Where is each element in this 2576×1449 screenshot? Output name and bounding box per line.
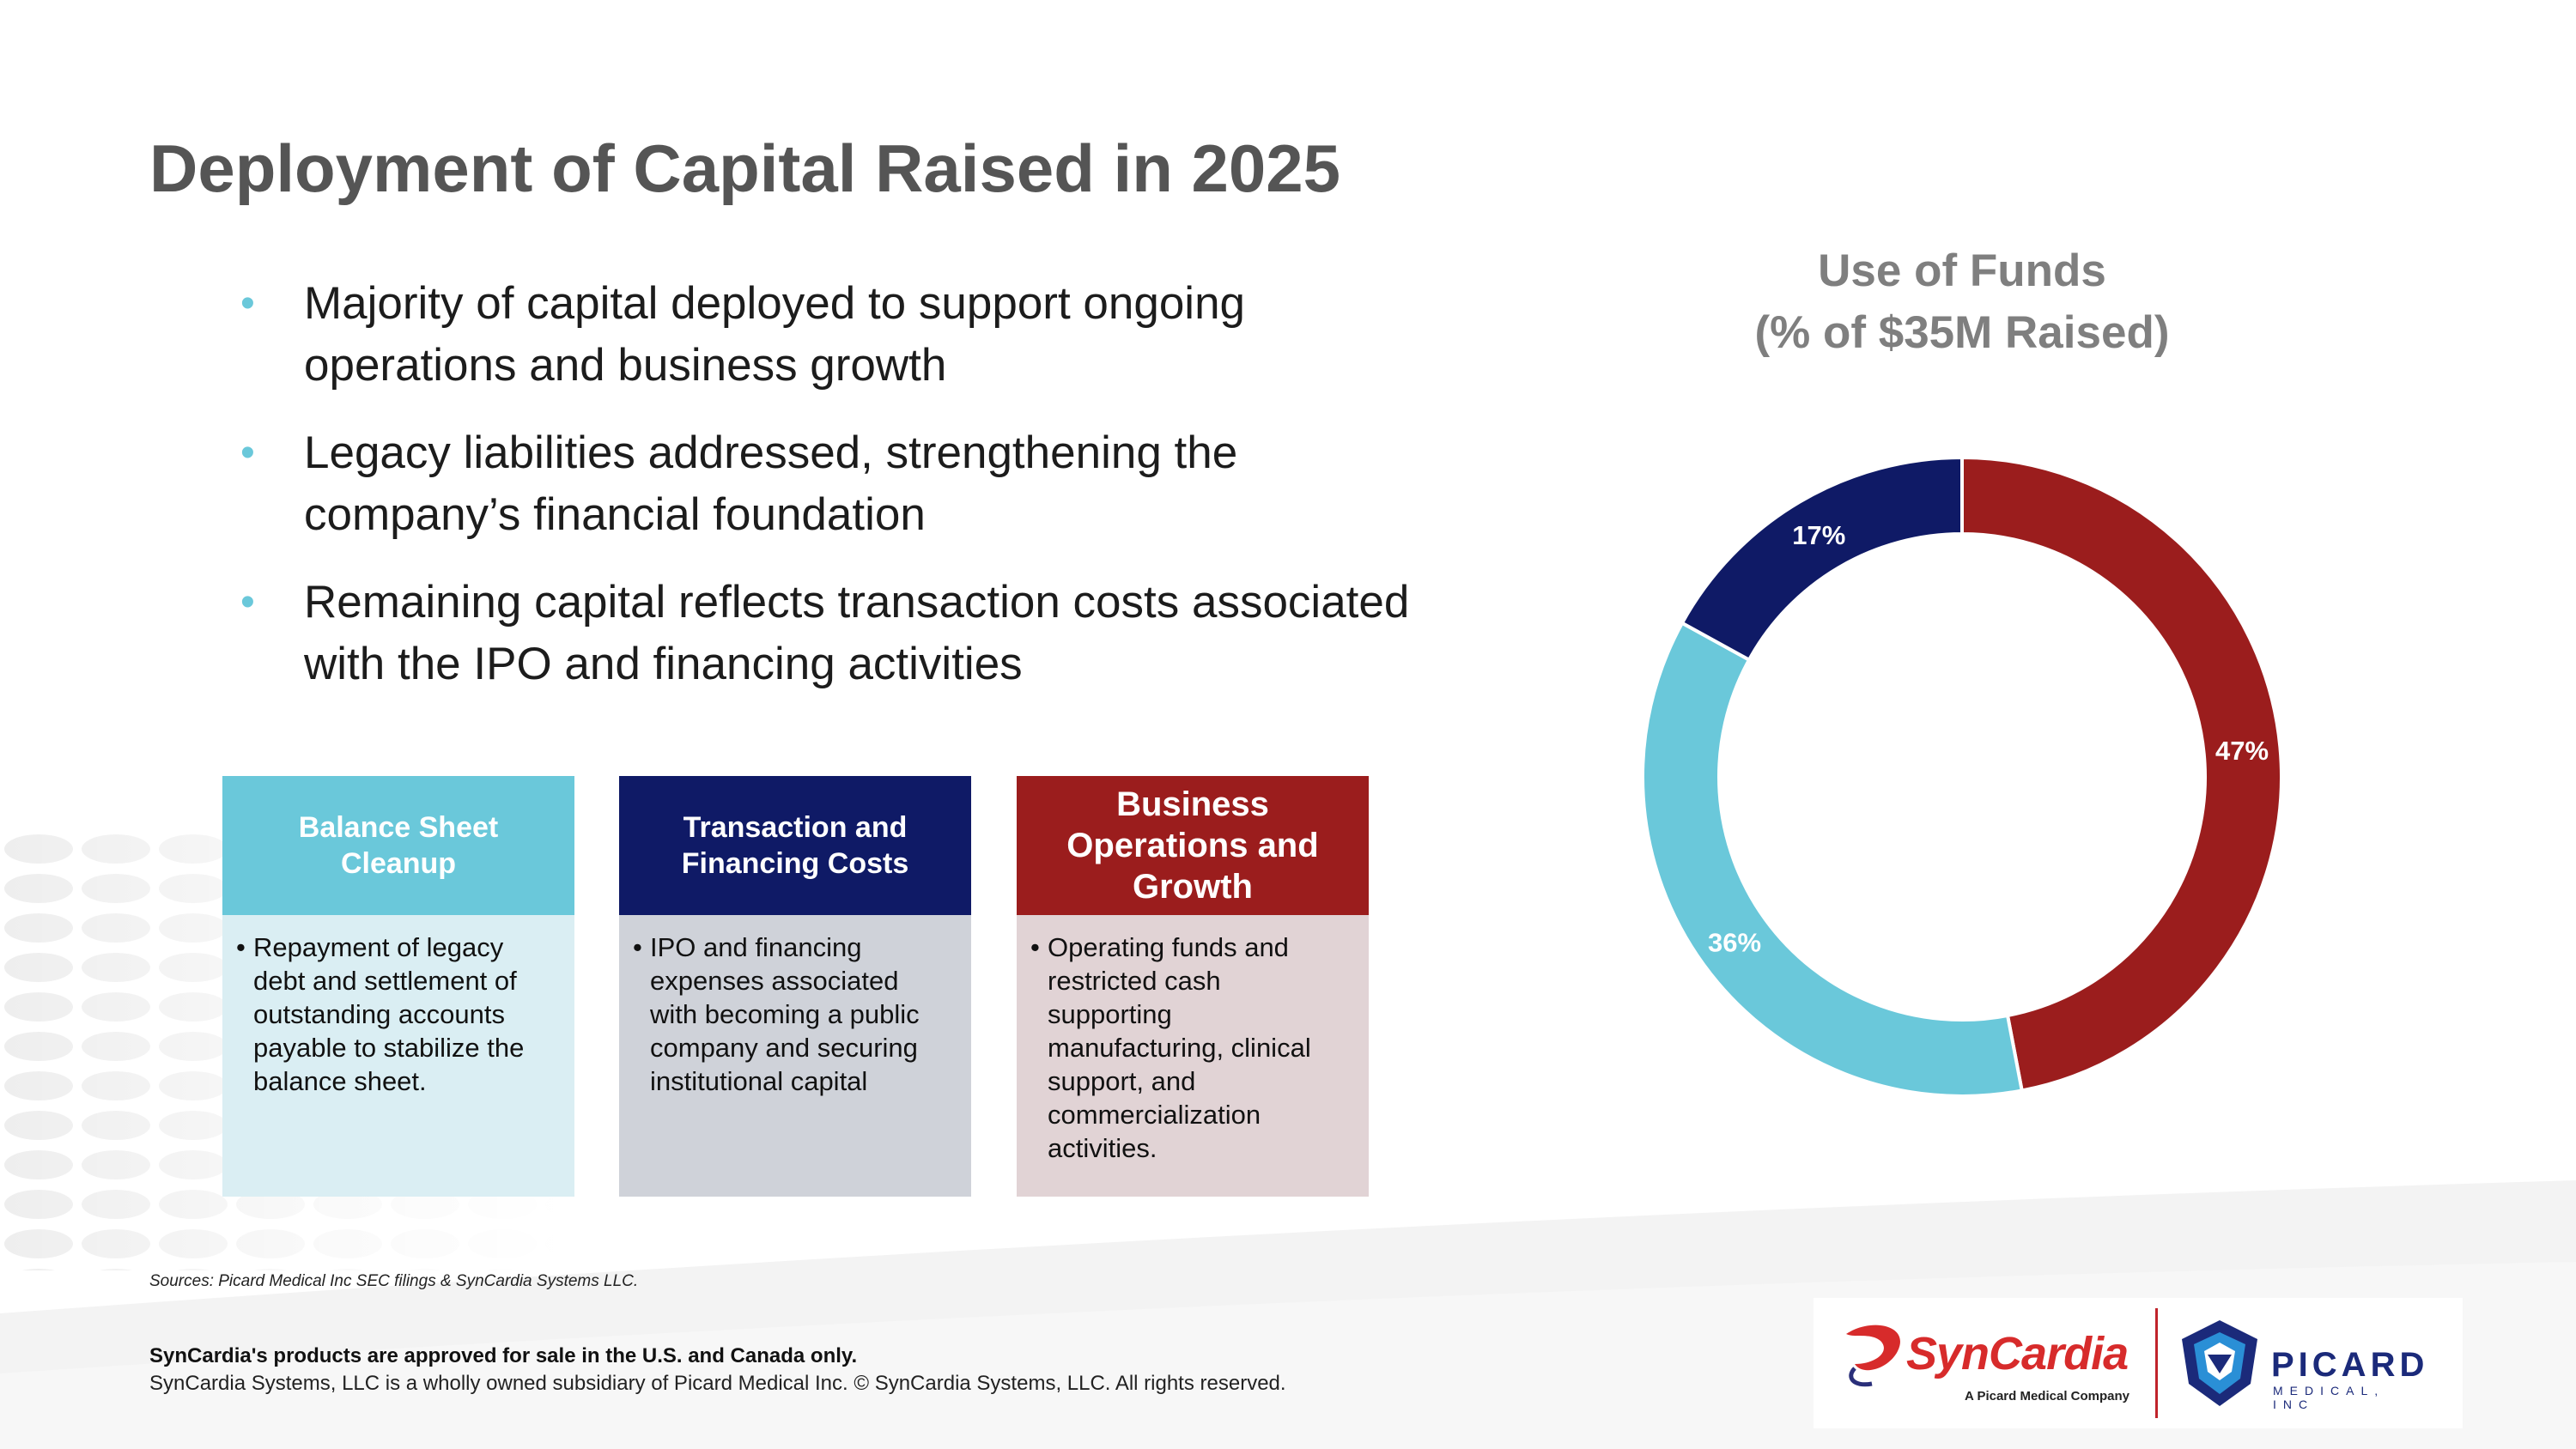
card-transaction-financing-costs	[619, 776, 971, 1197]
syncardia-logo	[1824, 1312, 2150, 1415]
logo-panel	[1814, 1298, 2463, 1428]
footer-legal: SynCardia Systems, LLC is a wholly owned subsidiary of Picard Medical Inc. © SynCardia Systems, LLC. All rights reserved.	[149, 1372, 1286, 1395]
donut-slice-1	[1643, 623, 2022, 1096]
donut-slice-2	[1682, 458, 1962, 660]
donut-slice-label: 36%	[1708, 927, 1762, 958]
card-business-operations-growth	[1017, 776, 1369, 1197]
picard-wordmark: PICARD	[2271, 1346, 2429, 1384]
chart-title-line: (% of $35M Raised)	[1754, 307, 2170, 358]
donut-slice-0	[1962, 458, 2281, 1090]
bullet-icon: •	[240, 430, 255, 476]
use-of-funds-donut-chart	[1631, 446, 2293, 1107]
picard-subtitle: MEDICAL, INC	[2273, 1384, 2385, 1411]
syncardia-tagline: A Picard Medical Company	[1965, 1389, 2129, 1404]
card-body	[1017, 915, 1369, 1197]
card-body	[222, 915, 574, 1197]
card-body	[619, 915, 971, 1197]
card-body-text: Operating funds and restricted cash supporting manufacturing, clinical support, and commercialization activities.	[1048, 932, 1311, 1163]
card-heading: Transaction and Financing Costs	[619, 776, 971, 915]
card-body-text: IPO and financing expenses associated with becoming a public company and securing institutional capital	[650, 932, 920, 1096]
bullet-text: Remaining capital reflects transaction costs associated with the IPO and financing activities	[304, 577, 1410, 689]
sources-note: Sources: Picard Medical Inc SEC filings & SynCardia Systems LLC.	[149, 1272, 639, 1290]
card-heading: Business Operations and Growth	[1017, 776, 1369, 915]
bullet-icon: •	[633, 932, 642, 962]
chart-title	[1649, 240, 2275, 364]
donut-slice-label: 47%	[2215, 736, 2269, 767]
card-body-text: Repayment of legacy debt and settlement of outstanding accounts payable to stabilize the balance sheet.	[253, 932, 525, 1096]
page-title: Deployment of Capital Raised in 2025	[149, 130, 1341, 206]
bullet-item	[240, 572, 1425, 695]
bullet-icon: •	[240, 579, 255, 625]
card-heading: Balance Sheet Cleanup	[222, 776, 574, 915]
bullet-text: Majority of capital deployed to support ongoing operations and business growth	[304, 278, 1246, 391]
chart-title-line: Use of Funds	[1818, 246, 2106, 296]
syncardia-wordmark: SynCardia	[1906, 1328, 2129, 1379]
logo-divider	[2155, 1308, 2158, 1418]
bullet-icon: •	[236, 932, 246, 962]
bullet-item	[240, 273, 1425, 397]
donut-slice-label: 17%	[1792, 520, 1846, 551]
bullet-icon: •	[1030, 932, 1040, 962]
bullet-list	[240, 273, 1425, 721]
card-balance-sheet-cleanup	[222, 776, 574, 1197]
footer-notice: SynCardia's products are approved for sale in the U.S. and Canada only.	[149, 1344, 858, 1367]
syncardia-swoosh-icon	[1829, 1317, 1915, 1394]
picard-shield-icon	[2177, 1317, 2263, 1410]
picard-medical-logo	[2177, 1312, 2434, 1415]
bullet-icon: •	[240, 281, 255, 326]
bullet-text: Legacy liabilities addressed, strengthening the company’s financial foundation	[304, 427, 1238, 540]
bullet-item	[240, 422, 1425, 546]
